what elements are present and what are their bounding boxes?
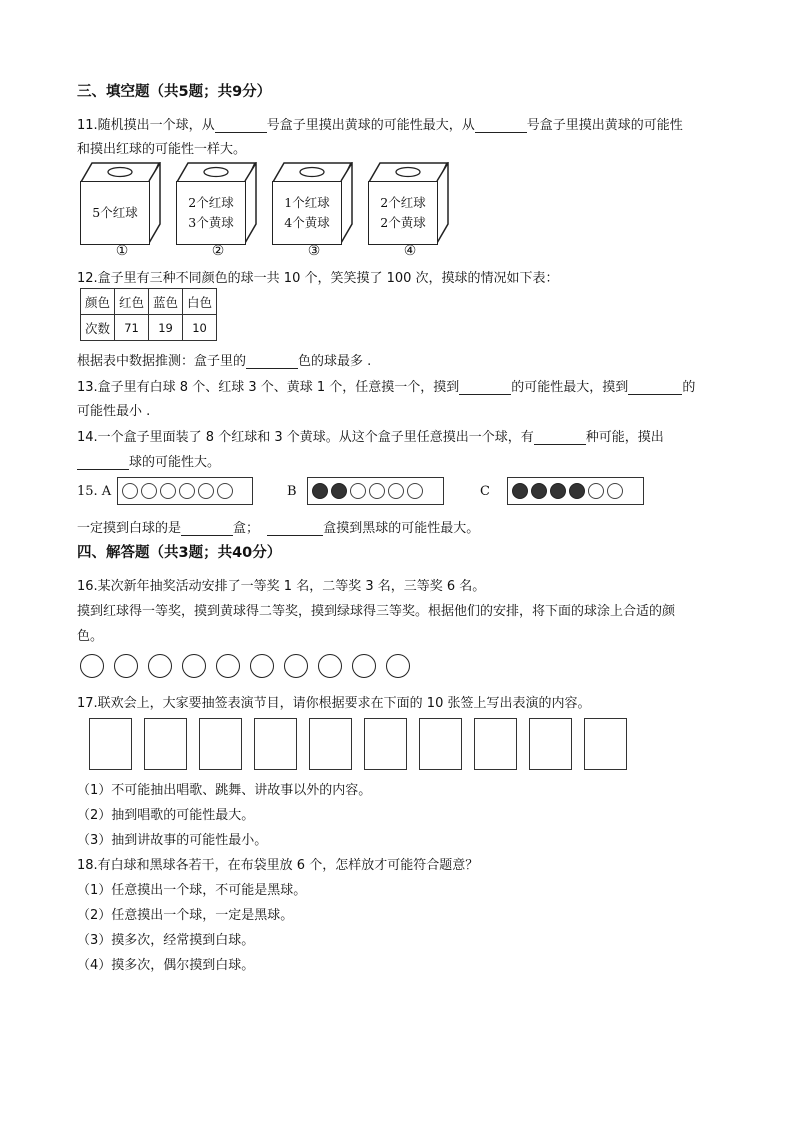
q17-item-3: （3）抽到讲故事的可能性最小。 — [77, 833, 268, 848]
white-ball — [588, 483, 604, 499]
q15-label-b: B — [287, 484, 297, 499]
box-4-number: ④ — [403, 243, 417, 259]
black-ball — [312, 483, 328, 499]
white-ball — [122, 483, 138, 499]
q16-line2: 摸到红球得一等奖，摸到黄球得二等奖，摸到绿球得三等奖。根据他们的安排，将下面的球涂上合适的颜 — [77, 604, 676, 619]
q13-text-a: 13.盒子里有白球 8 个、红球 3 个、黄球 1 个，任意摸一个，摸到 — [77, 380, 460, 395]
q12-table — [80, 288, 217, 341]
q11-blank-2[interactable] — [475, 118, 527, 133]
q12-blank[interactable] — [246, 354, 298, 369]
table-cell: 红色 — [115, 289, 149, 315]
box-2-number: ② — [211, 243, 225, 259]
q13-line1 — [77, 376, 695, 395]
q11-line2: 和摸出红球的可能性一样大。 — [77, 142, 247, 157]
ball-circle[interactable] — [352, 654, 376, 678]
lottery-card[interactable] — [474, 718, 517, 770]
table-cell: 71 — [115, 315, 149, 341]
box-4-line2: 2个黄球 — [380, 215, 426, 230]
lottery-card[interactable] — [529, 718, 572, 770]
white-ball — [607, 483, 623, 499]
q15-text-a: 一定摸到白球的是 — [77, 521, 182, 536]
box-4-line1: 2个红球 — [380, 195, 426, 210]
q16-ball-row — [80, 654, 410, 678]
box-3 — [272, 181, 342, 245]
white-ball — [369, 483, 385, 499]
table-cell: 白色 — [183, 289, 217, 315]
q13-text-b: 的可能性最大，摸到 — [511, 380, 629, 395]
q13-line2: 可能性最小 . — [77, 404, 151, 419]
q15-text-c: 盒摸到黑球的可能性最大。 — [323, 521, 480, 536]
lottery-card[interactable] — [89, 718, 132, 770]
black-ball — [569, 483, 585, 499]
q15-text-b: 盒； — [233, 521, 260, 536]
q14-blank-2[interactable] — [77, 455, 129, 470]
white-ball — [160, 483, 176, 499]
box-1-number: ① — [115, 243, 129, 259]
section-3-heading: 三、填空题（共5题；共9分） — [77, 84, 272, 100]
box-1-line1: 5个红球 — [92, 205, 138, 220]
lottery-card[interactable] — [309, 718, 352, 770]
box-2 — [176, 181, 246, 245]
ball-circle[interactable] — [148, 654, 172, 678]
box-4 — [368, 181, 438, 245]
q17-item-2: （2）抽到唱歌的可能性最大。 — [77, 808, 255, 823]
ball-circle[interactable] — [182, 654, 206, 678]
lottery-card[interactable] — [254, 718, 297, 770]
q12-text-a: 根据表中数据推测：盒子里的 — [77, 354, 247, 369]
ball-circle[interactable] — [216, 654, 240, 678]
white-ball — [217, 483, 233, 499]
q17-card-row — [89, 718, 627, 770]
q11-line1 — [77, 114, 683, 133]
lottery-card[interactable] — [419, 718, 462, 770]
q15-blank-1[interactable] — [181, 521, 233, 536]
q15-label-c: C — [480, 484, 490, 499]
box-3-line2: 4个黄球 — [284, 215, 330, 230]
q13-blank-2[interactable] — [628, 380, 682, 395]
q18-line1: 18.有白球和黑球各若干，在布袋里放 6 个，怎样放才可能符合题意？ — [77, 858, 479, 873]
ball-circle[interactable] — [318, 654, 342, 678]
white-ball — [407, 483, 423, 499]
white-ball — [350, 483, 366, 499]
section-4-heading: 四、解答题（共3题；共40分） — [77, 545, 282, 561]
table-cell: 10 — [183, 315, 217, 341]
lottery-card[interactable] — [584, 718, 627, 770]
q14-line2 — [77, 451, 220, 470]
box-4-side — [436, 162, 450, 244]
black-ball — [531, 483, 547, 499]
table-cell: 颜色 — [81, 289, 115, 315]
table-cell: 次数 — [81, 315, 115, 341]
black-ball — [512, 483, 528, 499]
white-ball — [388, 483, 404, 499]
box-2-line1: 2个红球 — [188, 195, 234, 210]
q11-text-c: 号盒子里摸出黄球的可能性 — [526, 118, 683, 133]
q16-line1: 16.某次新年抽奖活动安排了一等奖 1 名，二等奖 3 名，三等奖 6 名。 — [77, 579, 486, 594]
q17-item-1: （1）不可能抽出唱歌、跳舞、讲故事以外的内容。 — [77, 783, 372, 798]
q18-item-4: （4）摸多次，偶尔摸到白球。 — [77, 958, 255, 973]
white-ball — [198, 483, 214, 499]
box-2-line2: 3个黄球 — [188, 215, 234, 230]
q11-blank-1[interactable] — [215, 118, 267, 133]
q12-text: 12.盒子里有三种不同颜色的球一共 10 个，笑笑摸了 100 次，摸球的情况如下表： — [77, 271, 559, 286]
q14-text-b: 种可能，摸出 — [585, 430, 664, 445]
q18-item-2: （2）任意摸出一个球，一定是黑球。 — [77, 908, 294, 923]
q14-text-c: 球的可能性大。 — [129, 455, 221, 470]
box-2-side — [244, 162, 258, 244]
ball-circle[interactable] — [250, 654, 274, 678]
q11-text-a: 11.随机摸出一个球，从 — [77, 118, 215, 133]
q13-text-c: 的 — [682, 380, 696, 395]
q11-text-b: 号盒子里摸出黄球的可能性最大，从 — [266, 118, 475, 133]
q14-line1 — [77, 426, 664, 445]
q14-blank-1[interactable] — [534, 430, 586, 445]
ball-circle[interactable] — [386, 654, 410, 678]
q15-blank-2[interactable] — [267, 521, 323, 536]
box-3-line1: 1个红球 — [284, 195, 330, 210]
lottery-card[interactable] — [144, 718, 187, 770]
box-3-side — [340, 162, 354, 244]
table-cell: 19 — [149, 315, 183, 341]
table-cell: 蓝色 — [149, 289, 183, 315]
q15-label-a: 15. A — [77, 484, 112, 499]
ball-circle[interactable] — [114, 654, 138, 678]
q12-answer-line — [77, 350, 371, 369]
black-ball — [550, 483, 566, 499]
box-1-side — [148, 162, 162, 244]
ball-circle[interactable] — [284, 654, 308, 678]
white-ball — [141, 483, 157, 499]
box-c-balls — [507, 477, 644, 505]
q18-item-1: （1）任意摸出一个球，不可能是黑球。 — [77, 883, 307, 898]
q13-blank-1[interactable] — [459, 380, 511, 395]
q14-text-a: 14.一个盒子里面装了 8 个红球和 3 个黄球。从这个盒子里任意摸出一个球，有 — [77, 430, 534, 445]
lottery-card[interactable] — [364, 718, 407, 770]
q18-item-3: （3）摸多次，经常摸到白球。 — [77, 933, 255, 948]
table-row — [81, 289, 217, 315]
table-row — [81, 315, 217, 341]
ball-circle[interactable] — [80, 654, 104, 678]
white-ball — [179, 483, 195, 499]
box-1 — [80, 181, 150, 245]
q16-line3: 色。 — [77, 629, 104, 644]
q17-line1: 17.联欢会上，大家要抽签表演节目，请你根据要求在下面的 10 张签上写出表演的内容。 — [77, 696, 591, 711]
box-a-balls — [117, 477, 253, 505]
q15-answer-line — [77, 517, 479, 536]
box-b-balls — [307, 477, 444, 505]
lottery-card[interactable] — [199, 718, 242, 770]
q12-text-b: 色的球最多 . — [298, 354, 372, 369]
black-ball — [331, 483, 347, 499]
box-3-number: ③ — [307, 243, 321, 259]
